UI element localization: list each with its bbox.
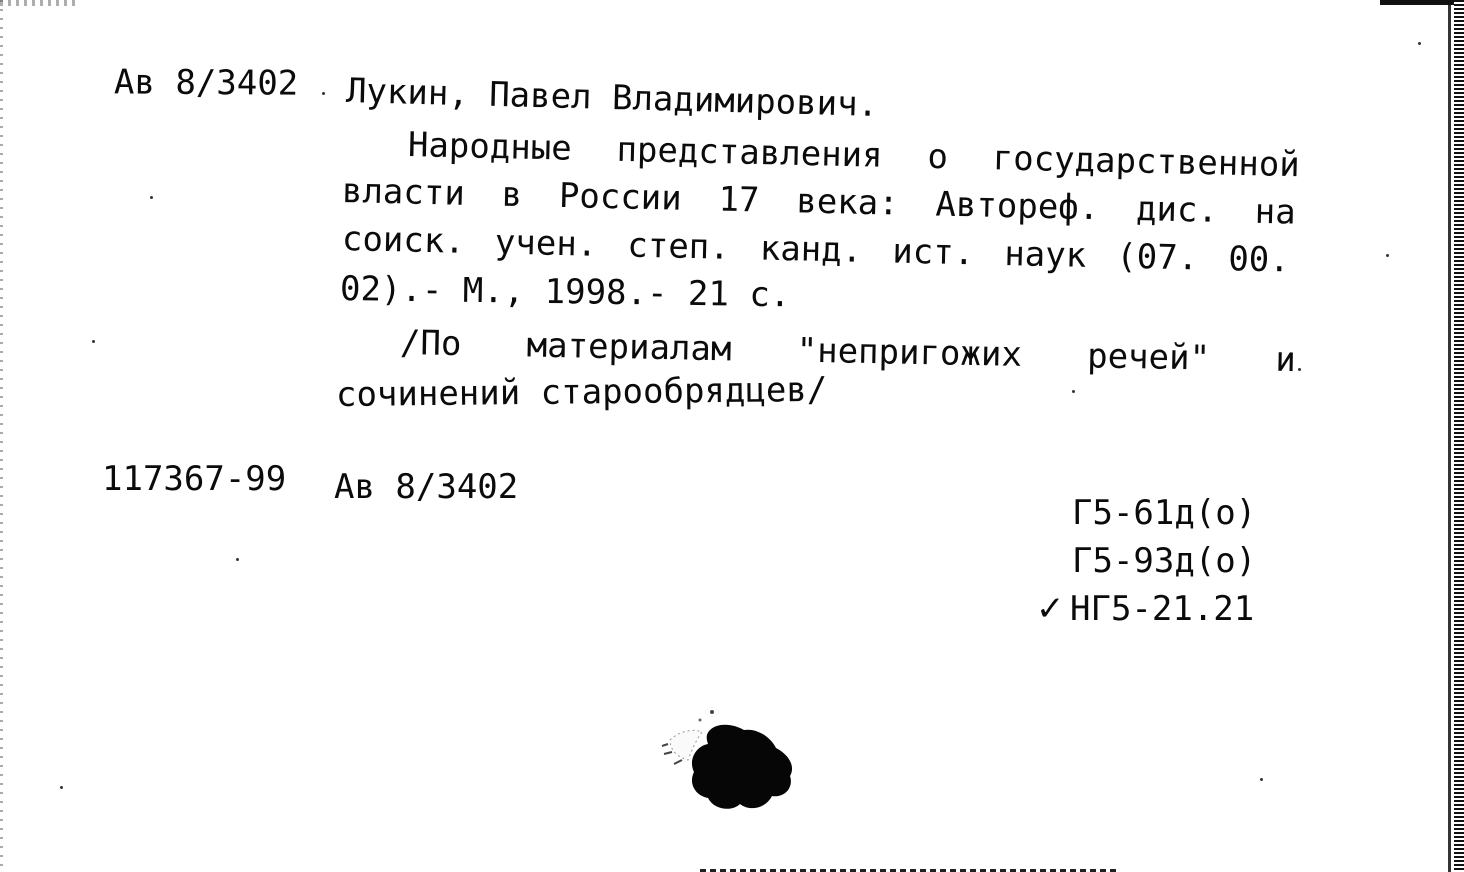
title-line-4: 02).- М., 1998.- 21 с. — [339, 269, 791, 316]
scan-edge-left — [0, 0, 3, 872]
scan-edge-right-line — [1448, 0, 1451, 872]
scan-speck — [322, 92, 325, 95]
note-word: речей" — [1086, 336, 1211, 379]
shelf-mark-repeat: Ав 8/3402 — [334, 467, 519, 507]
scan-speck — [1298, 368, 1301, 371]
classification-code: Г5-61д(о) — [1072, 493, 1257, 533]
note-line-2: сочинений старообрядцев/ — [335, 369, 828, 415]
title-line-2 — [341, 171, 1297, 233]
note-word: "непригожих — [796, 330, 1023, 375]
scan-speck — [1072, 390, 1075, 393]
scan-edge-top — [1380, 0, 1464, 5]
title-word: века: — [795, 181, 900, 224]
title-word: на — [1254, 191, 1297, 233]
note-line-1 — [399, 323, 1297, 381]
classification-code: НГ5-21.21 — [1070, 589, 1255, 629]
classification-code: Г5-93д(о) — [1072, 541, 1257, 581]
scan-speck — [1418, 42, 1421, 45]
title-word: представления — [616, 129, 884, 176]
title-word: соиск. — [341, 219, 466, 262]
note-word: материалам — [526, 325, 732, 370]
title-word: государственной — [992, 138, 1301, 186]
title-word: наук — [1003, 234, 1087, 276]
scan-speck — [92, 340, 95, 343]
author-heading: Лукин, Павел Владимирович. — [345, 71, 879, 125]
scan-speck — [60, 786, 63, 789]
title-word: России — [558, 175, 683, 219]
title-word: (07. — [1115, 236, 1199, 279]
title-word: дис. — [1135, 189, 1219, 231]
note-word: /По — [399, 323, 462, 365]
title-word: ист. — [891, 231, 975, 274]
scan-speck — [1386, 254, 1389, 257]
scan-speck — [1260, 778, 1263, 781]
title-word: власти — [341, 171, 466, 214]
scan-speck — [150, 196, 153, 199]
title-word: степ. — [626, 225, 731, 268]
ink-blot — [652, 700, 802, 820]
title-word: о — [927, 136, 949, 178]
title-word: канд. — [759, 228, 863, 271]
title-word: Народные — [407, 125, 573, 169]
title-word: Автореф. — [935, 184, 1100, 229]
accession-number: 117367-99 — [102, 459, 287, 499]
title-line-1 — [407, 125, 1301, 186]
title-word: в — [501, 174, 523, 216]
check-mark: ✓ — [1036, 589, 1065, 629]
shelf-mark: Ав 8/3402 — [113, 62, 299, 104]
title-word: 17 — [718, 179, 760, 221]
scan-edge-top-left — [0, 0, 80, 6]
scan-edge-right — [1454, 0, 1464, 872]
title-word: учен. — [494, 222, 598, 265]
title-word: 00. — [1227, 239, 1291, 281]
note-word: и — [1274, 339, 1297, 381]
title-line-3 — [341, 219, 1291, 281]
scan-speck — [236, 558, 239, 561]
